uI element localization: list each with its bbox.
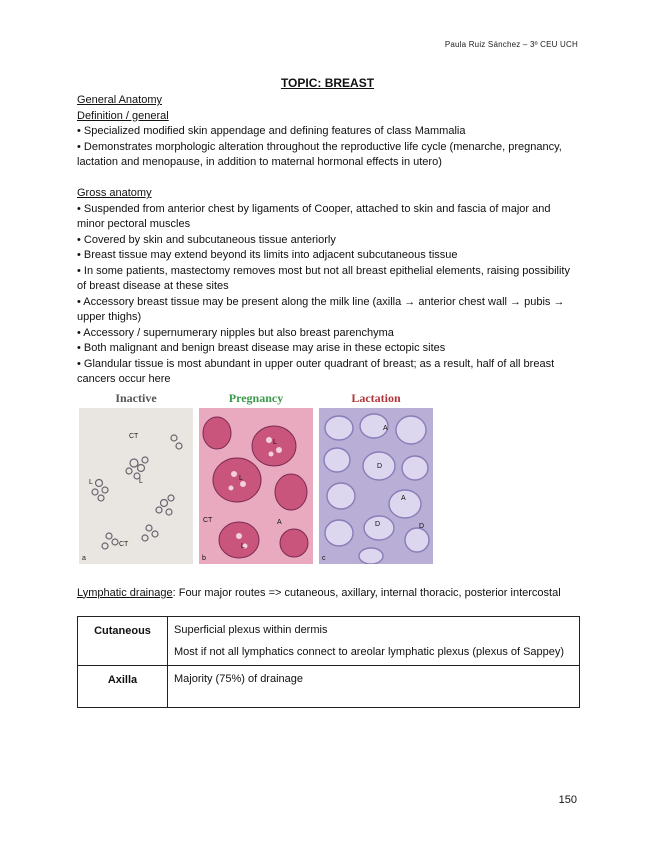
lymphatic-table bbox=[77, 616, 580, 708]
subsection-definition: Definition / general bbox=[77, 109, 169, 122]
figure-letter: a bbox=[82, 554, 86, 562]
figure-letter: A bbox=[277, 518, 282, 526]
gross-bullet: • Accessory breast tissue may be present along the milk line (axilla → anterior chest wall → pubis → upper thighs) bbox=[77, 295, 565, 323]
table-row bbox=[78, 666, 580, 708]
figure-letter: L bbox=[273, 438, 277, 446]
figure-label: Lactation bbox=[351, 390, 401, 405]
gross-bullet: • Covered by skin and subcutaneous tissue anteriorly bbox=[77, 233, 336, 246]
histology-figures bbox=[79, 390, 580, 564]
page-title: TOPIC: BREAST bbox=[280, 76, 375, 90]
gross-bullet: • In some patients, mastectomy removes most but not all breast epithelial elements, raising possibility of breast disease at these sites bbox=[77, 264, 570, 292]
figure-label: Inactive bbox=[115, 390, 157, 405]
figure-letter: A bbox=[401, 494, 406, 502]
lymphatic-heading: Lymphatic drainage bbox=[77, 586, 173, 599]
figure-letter: L bbox=[241, 542, 245, 550]
figure-letter: c bbox=[322, 554, 326, 562]
gross-bullet: • Accessory / supernumerary nipples but also breast parenchyma bbox=[77, 326, 394, 339]
page-header: Paula Ruiz Sánchez – 3º CEU UCH bbox=[444, 40, 578, 49]
lymphatic-paragraph bbox=[77, 586, 580, 602]
figure-pregnancy bbox=[199, 390, 313, 564]
figure-letter: L bbox=[239, 474, 243, 482]
table-cell bbox=[168, 666, 580, 708]
table-cell bbox=[168, 617, 580, 666]
table-cell-line: Majority (75%) of drainage bbox=[174, 673, 304, 685]
figure-letter: A bbox=[383, 424, 388, 432]
definition-bullet: • Demonstrates morphologic alteration throughout the reproductive life cycle (menarche, pregnancy, lactation and menopause, in addition to maternal hormonal effects in utero) bbox=[77, 140, 562, 168]
table-row-header: Cutaneous bbox=[78, 617, 168, 666]
figure-letter: CT bbox=[203, 516, 213, 524]
figure-letter: L bbox=[89, 478, 93, 486]
gross-bullet: • Glandular tissue is most abundant in upper outer quadrant of breast; as a result, half of all breast cancers occur here bbox=[77, 357, 555, 385]
page-number: 150 bbox=[558, 794, 577, 806]
inactive-histology-image bbox=[79, 408, 193, 564]
figure-letter: CT bbox=[119, 540, 129, 548]
definition-bullet: • Specialized modified skin appendage and defining features of class Mammalia bbox=[77, 125, 466, 137]
figure-letter: CT bbox=[129, 432, 139, 440]
figure-inactive bbox=[79, 390, 193, 564]
table-row bbox=[78, 617, 580, 666]
figure-letter: D bbox=[419, 522, 425, 530]
figure-lactation bbox=[319, 390, 433, 564]
table-row-header: Axilla bbox=[78, 666, 168, 708]
lactation-histology-image bbox=[319, 408, 433, 564]
table-cell-line: Superficial plexus within dermis bbox=[174, 624, 328, 636]
pregnancy-histology-image bbox=[199, 408, 313, 564]
section-general-anatomy: General Anatomy bbox=[77, 94, 162, 106]
figure-letter: L bbox=[139, 477, 143, 485]
subsection-gross-anatomy: Gross anatomy bbox=[77, 187, 152, 199]
figure-letter: b bbox=[202, 554, 206, 562]
gross-bullet: • Both malignant and benign breast disease may arise in these ectopic sites bbox=[77, 342, 446, 354]
lymphatic-text: : Four major routes => cutaneous, axillary, internal thoracic, posterior intercostal bbox=[172, 586, 561, 599]
figure-letter: D bbox=[375, 520, 381, 528]
figure-label: Pregnancy bbox=[228, 390, 284, 405]
gross-bullet: • Suspended from anterior chest by ligaments of Cooper, attached to skin and fascia of major and minor pectoral muscles bbox=[77, 202, 551, 230]
document-body bbox=[77, 93, 580, 708]
table-cell-line: Most if not all lymphatics connect to areolar lymphatic plexus (plexus of Sappey) bbox=[174, 646, 565, 658]
figure-letter: D bbox=[377, 462, 383, 470]
gross-bullet: • Breast tissue may extend beyond its limits into adjacent subcutaneous tissue bbox=[77, 249, 458, 261]
